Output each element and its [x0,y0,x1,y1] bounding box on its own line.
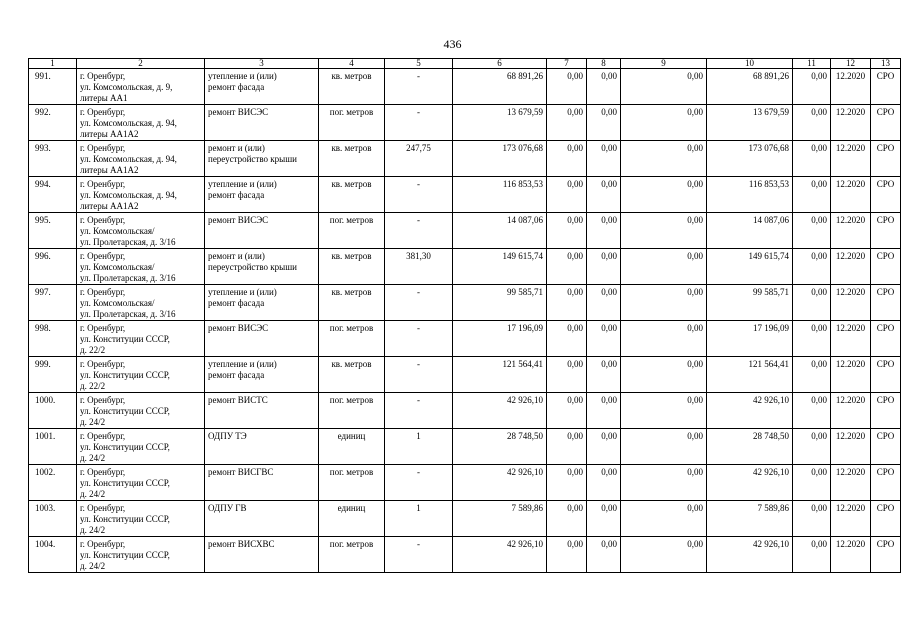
row-number: 1001. [29,429,77,465]
col7-cell: 0,00 [547,357,587,393]
method-cell: СРО [871,321,901,357]
row-number: 1004. [29,537,77,573]
col9-cell: 0,00 [621,429,707,465]
address-cell: г. Оренбург, ул. Комсомольская/ ул. Пролетарская, д. 3/16 [77,213,205,249]
unit-cell: пог. метров [319,465,385,501]
column-header-1: 1 [29,59,77,69]
table-row [29,393,901,429]
work-type-cell: утепление и (или) ремонт фасада [205,69,319,105]
completion-date-cell: 12.2020 [831,429,871,465]
total-cost-cell: 7 589,86 [453,501,547,537]
column-header-8: 8 [587,59,621,69]
work-type-cell: ОДПУ ТЭ [205,429,319,465]
method-cell: СРО [871,465,901,501]
column-header-11: 11 [793,59,831,69]
total-cost-cell: 173 076,68 [453,141,547,177]
col11-cell: 0,00 [793,249,831,285]
quantity-cell: - [385,285,453,321]
col7-cell: 0,00 [547,249,587,285]
work-type-cell: ремонт и (или) переустройство крыши [205,141,319,177]
method-cell: СРО [871,393,901,429]
work-type-cell: утепление и (или) ремонт фасада [205,357,319,393]
col10-cell: 149 615,74 [707,249,793,285]
col7-cell: 0,00 [547,321,587,357]
col9-cell: 0,00 [621,141,707,177]
table-row [29,429,901,465]
column-header-5: 5 [385,59,453,69]
total-cost-cell: 42 926,10 [453,537,547,573]
total-cost-cell: 149 615,74 [453,249,547,285]
col11-cell: 0,00 [793,213,831,249]
address-cell: г. Оренбург, ул. Конституции СССР, д. 24/2 [77,429,205,465]
column-header-4: 4 [319,59,385,69]
col8-cell: 0,00 [587,537,621,573]
method-cell: СРО [871,105,901,141]
table-row [29,141,901,177]
completion-date-cell: 12.2020 [831,465,871,501]
address-cell: г. Оренбург, ул. Комсомольская, д. 9, литеры АА1 [77,69,205,105]
table-row [29,501,901,537]
col11-cell: 0,00 [793,465,831,501]
col8-cell: 0,00 [587,177,621,213]
table-row [29,177,901,213]
row-number: 996. [29,249,77,285]
completion-date-cell: 12.2020 [831,249,871,285]
col8-cell: 0,00 [587,429,621,465]
table-body [29,69,901,573]
col8-cell: 0,00 [587,393,621,429]
unit-cell: кв. метров [319,249,385,285]
total-cost-cell: 116 853,53 [453,177,547,213]
unit-cell: пог. метров [319,537,385,573]
col11-cell: 0,00 [793,393,831,429]
address-cell: г. Оренбург, ул. Комсомольская, д. 94, литеры АА1А2 [77,177,205,213]
col8-cell: 0,00 [587,357,621,393]
col9-cell: 0,00 [621,501,707,537]
col8-cell: 0,00 [587,213,621,249]
unit-cell: кв. метров [319,69,385,105]
method-cell: СРО [871,537,901,573]
col9-cell: 0,00 [621,321,707,357]
quantity-cell: - [385,105,453,141]
col11-cell: 0,00 [793,429,831,465]
col9-cell: 0,00 [621,105,707,141]
completion-date-cell: 12.2020 [831,69,871,105]
row-number: 994. [29,177,77,213]
col10-cell: 116 853,53 [707,177,793,213]
address-cell: г. Оренбург, ул. Комсомольская/ ул. Пролетарская, д. 3/16 [77,285,205,321]
row-number: 999. [29,357,77,393]
col10-cell: 14 087,06 [707,213,793,249]
repair-register-table [28,58,901,573]
work-type-cell: утепление и (или) ремонт фасада [205,177,319,213]
completion-date-cell: 12.2020 [831,321,871,357]
col11-cell: 0,00 [793,105,831,141]
col11-cell: 0,00 [793,501,831,537]
col7-cell: 0,00 [547,429,587,465]
col9-cell: 0,00 [621,249,707,285]
row-number: 1000. [29,393,77,429]
unit-cell: кв. метров [319,177,385,213]
col9-cell: 0,00 [621,357,707,393]
col10-cell: 17 196,09 [707,321,793,357]
col10-cell: 28 748,50 [707,429,793,465]
col11-cell: 0,00 [793,141,831,177]
col10-cell: 99 585,71 [707,285,793,321]
row-number: 1003. [29,501,77,537]
address-cell: г. Оренбург, ул. Конституции СССР, д. 24/2 [77,465,205,501]
address-cell: г. Оренбург, ул. Комсомольская/ ул. Пролетарская, д. 3/16 [77,249,205,285]
col9-cell: 0,00 [621,285,707,321]
col8-cell: 0,00 [587,141,621,177]
method-cell: СРО [871,141,901,177]
total-cost-cell: 42 926,10 [453,393,547,429]
method-cell: СРО [871,69,901,105]
unit-cell: единиц [319,501,385,537]
table-row [29,69,901,105]
completion-date-cell: 12.2020 [831,177,871,213]
col7-cell: 0,00 [547,177,587,213]
table-row [29,249,901,285]
row-number: 997. [29,285,77,321]
col9-cell: 0,00 [621,177,707,213]
col9-cell: 0,00 [621,393,707,429]
col8-cell: 0,00 [587,69,621,105]
col11-cell: 0,00 [793,537,831,573]
total-cost-cell: 17 196,09 [453,321,547,357]
col10-cell: 42 926,10 [707,465,793,501]
column-number-row [29,59,901,69]
quantity-cell: - [385,393,453,429]
completion-date-cell: 12.2020 [831,285,871,321]
total-cost-cell: 13 679,59 [453,105,547,141]
col10-cell: 121 564,41 [707,357,793,393]
column-header-2: 2 [77,59,205,69]
col7-cell: 0,00 [547,501,587,537]
unit-cell: пог. метров [319,321,385,357]
col7-cell: 0,00 [547,537,587,573]
row-number: 991. [29,69,77,105]
address-cell: г. Оренбург, ул. Конституции СССР, д. 24/2 [77,393,205,429]
completion-date-cell: 12.2020 [831,105,871,141]
work-type-cell: ремонт ВИСЭС [205,105,319,141]
col8-cell: 0,00 [587,249,621,285]
col7-cell: 0,00 [547,393,587,429]
address-cell: г. Оренбург, ул. Комсомольская, д. 94, литеры АА1А2 [77,141,205,177]
col10-cell: 68 891,26 [707,69,793,105]
col11-cell: 0,00 [793,177,831,213]
table-row [29,213,901,249]
col10-cell: 13 679,59 [707,105,793,141]
total-cost-cell: 14 087,06 [453,213,547,249]
col10-cell: 42 926,10 [707,537,793,573]
col8-cell: 0,00 [587,105,621,141]
col8-cell: 0,00 [587,501,621,537]
quantity-cell: 247,75 [385,141,453,177]
column-header-10: 10 [707,59,793,69]
table-row [29,465,901,501]
address-cell: г. Оренбург, ул. Конституции СССР, д. 24/2 [77,537,205,573]
table-row [29,285,901,321]
quantity-cell: - [385,537,453,573]
col9-cell: 0,00 [621,537,707,573]
completion-date-cell: 12.2020 [831,393,871,429]
quantity-cell: - [385,321,453,357]
work-type-cell: ОДПУ ГВ [205,501,319,537]
total-cost-cell: 121 564,41 [453,357,547,393]
col9-cell: 0,00 [621,465,707,501]
address-cell: г. Оренбург, ул. Конституции СССР, д. 24/2 [77,501,205,537]
method-cell: СРО [871,501,901,537]
quantity-cell: 381,30 [385,249,453,285]
work-type-cell: утепление и (или) ремонт фасада [205,285,319,321]
method-cell: СРО [871,429,901,465]
work-type-cell: ремонт и (или) переустройство крыши [205,249,319,285]
total-cost-cell: 68 891,26 [453,69,547,105]
unit-cell: пог. метров [319,393,385,429]
total-cost-cell: 28 748,50 [453,429,547,465]
column-header-12: 12 [831,59,871,69]
address-cell: г. Оренбург, ул. Конституции СССР, д. 22/2 [77,357,205,393]
col7-cell: 0,00 [547,105,587,141]
col7-cell: 0,00 [547,465,587,501]
completion-date-cell: 12.2020 [831,213,871,249]
col9-cell: 0,00 [621,69,707,105]
column-header-13: 13 [871,59,901,69]
unit-cell: кв. метров [319,285,385,321]
method-cell: СРО [871,357,901,393]
col7-cell: 0,00 [547,285,587,321]
column-header-6: 6 [453,59,547,69]
quantity-cell: 1 [385,429,453,465]
col8-cell: 0,00 [587,465,621,501]
col7-cell: 0,00 [547,141,587,177]
quantity-cell: 1 [385,501,453,537]
row-number: 995. [29,213,77,249]
table-row [29,321,901,357]
table-header [29,59,901,69]
method-cell: СРО [871,285,901,321]
col10-cell: 42 926,10 [707,393,793,429]
unit-cell: пог. метров [319,105,385,141]
completion-date-cell: 12.2020 [831,357,871,393]
column-header-7: 7 [547,59,587,69]
row-number: 993. [29,141,77,177]
completion-date-cell: 12.2020 [831,501,871,537]
work-type-cell: ремонт ВИСТС [205,393,319,429]
work-type-cell: ремонт ВИСХВС [205,537,319,573]
total-cost-cell: 42 926,10 [453,465,547,501]
address-cell: г. Оренбург, ул. Конституции СССР, д. 22/2 [77,321,205,357]
work-type-cell: ремонт ВИСГВС [205,465,319,501]
col8-cell: 0,00 [587,321,621,357]
unit-cell: единиц [319,429,385,465]
unit-cell: кв. метров [319,357,385,393]
table-row [29,105,901,141]
col10-cell: 173 076,68 [707,141,793,177]
col11-cell: 0,00 [793,285,831,321]
column-header-3: 3 [205,59,319,69]
column-header-9: 9 [621,59,707,69]
col8-cell: 0,00 [587,285,621,321]
col11-cell: 0,00 [793,357,831,393]
method-cell: СРО [871,177,901,213]
table-row [29,537,901,573]
work-type-cell: ремонт ВИСЭС [205,213,319,249]
total-cost-cell: 99 585,71 [453,285,547,321]
row-number: 992. [29,105,77,141]
col7-cell: 0,00 [547,69,587,105]
col10-cell: 7 589,86 [707,501,793,537]
method-cell: СРО [871,213,901,249]
address-cell: г. Оренбург, ул. Комсомольская, д. 94, литеры АА1А2 [77,105,205,141]
completion-date-cell: 12.2020 [831,141,871,177]
row-number: 1002. [29,465,77,501]
col9-cell: 0,00 [621,213,707,249]
col11-cell: 0,00 [793,321,831,357]
col11-cell: 0,00 [793,69,831,105]
quantity-cell: - [385,177,453,213]
table-row [29,357,901,393]
quantity-cell: - [385,213,453,249]
completion-date-cell: 12.2020 [831,537,871,573]
unit-cell: кв. метров [319,141,385,177]
quantity-cell: - [385,465,453,501]
unit-cell: пог. метров [319,213,385,249]
method-cell: СРО [871,249,901,285]
page-number: 436 [443,37,462,51]
quantity-cell: - [385,357,453,393]
work-type-cell: ремонт ВИСЭС [205,321,319,357]
row-number: 998. [29,321,77,357]
col7-cell: 0,00 [547,213,587,249]
quantity-cell: - [385,69,453,105]
